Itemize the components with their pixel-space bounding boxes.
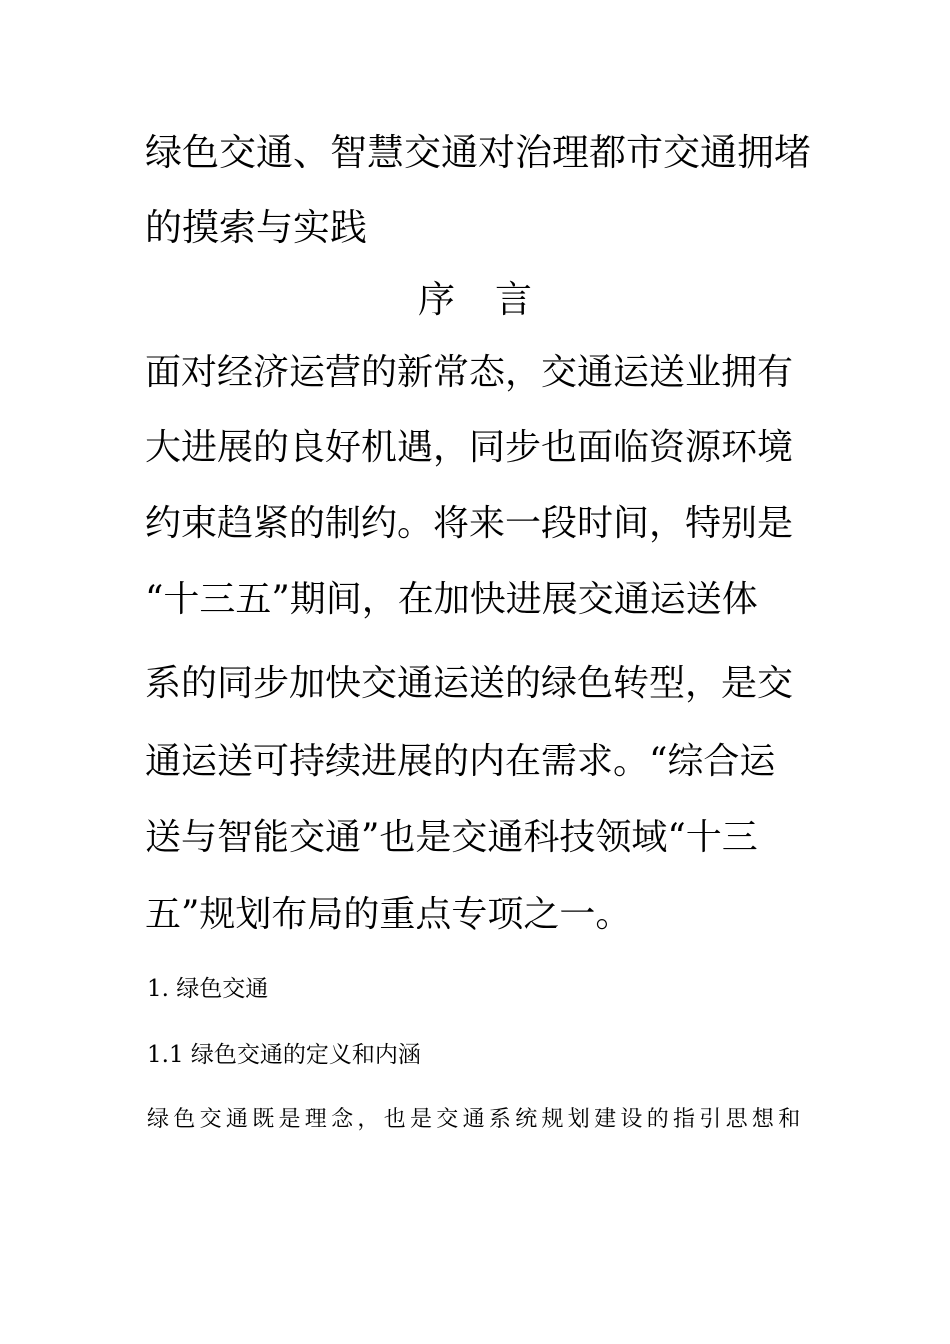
preface-paragraph-line-7: 送与智能交通”也是交通科技领域“十三 — [145, 817, 758, 858]
preface-paragraph-line-3: 约束趋紧的制约。将来一段时间，特别是 — [145, 503, 794, 544]
preface-paragraph-line-8: 五”规划布局的重点专项之一。 — [145, 894, 632, 935]
section-1-heading: 1. 绿色交通 — [147, 976, 269, 1002]
preface-paragraph-line-4: “十三五”期间，在加快进展交通运送体 — [145, 579, 758, 620]
preface-paragraph-line-1: 面对经济运营的新常态，交通运送业拥有 — [145, 352, 794, 393]
preface-paragraph-line-6: 通运送可持续进展的内在需求。“综合运 — [145, 741, 776, 782]
preface-paragraph-line-5: 系的同步加快交通运送的绿色转型，是交 — [145, 663, 794, 704]
preface-heading — [0, 278, 950, 322]
preface-heading-char-2: 言 — [495, 278, 532, 321]
document-title-line-2: 的摸索与实践 — [145, 206, 367, 249]
preface-heading-char-1: 序 — [418, 278, 455, 321]
section-1-1-paragraph-line-1: 绿色交通既是理念，也是交通系统规划建设的指引思想和 — [147, 1107, 805, 1132]
document-title-line-1: 绿色交通、智慧交通对治理都市交通拥堵 — [145, 131, 811, 174]
preface-paragraph-line-2: 大进展的良好机遇，同步也面临资源环境 — [145, 427, 794, 468]
section-1-1-heading: 1.1 绿色交通的定义和内涵 — [147, 1042, 421, 1068]
